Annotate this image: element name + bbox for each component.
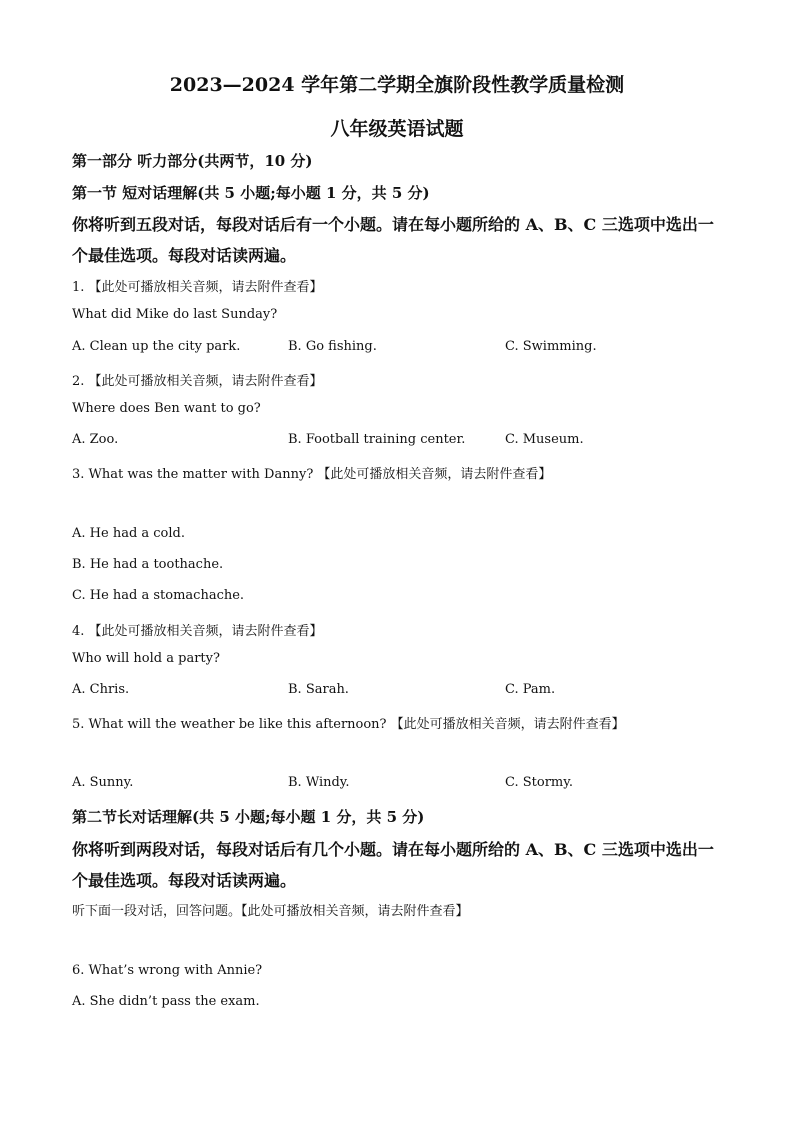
q3-option-c: C. He had a stomachache. — [72, 588, 245, 603]
q3-header: 3. What was the matter with Danny? 【此处可播放相关音频，请去附件查看】 — [72, 467, 552, 482]
q2-option-b: B. Football training center. — [288, 432, 466, 447]
section2-instruction-line2: 个最佳选项。每段对话读两遍。 — [72, 871, 297, 890]
q4-option-a: A. Chris. — [72, 682, 130, 697]
exam-title: 2023—2024 学年第二学期全旗阶段性教学质量检测 — [169, 74, 625, 96]
q6-text: 6. What’s wrong with Annie? — [72, 963, 263, 978]
q5-option-b: B. Windy. — [288, 775, 350, 790]
q1-option-a: A. Clean up the city park. — [72, 339, 241, 354]
section1-heading: 第一节 短对话理解(共 5 小题;每小题 1 分，共 5 分) — [72, 184, 430, 202]
section1-instruction-line1: 你将听到五段对话，每段对话后有一个小题。请在每小题所给的 A、B、C 三选项中选出一 — [72, 215, 714, 234]
q4-text: Who will hold a party? — [72, 651, 220, 666]
exam-subtitle: 八年级英语试题 — [330, 118, 464, 140]
q1-option-b: B. Go fishing. — [288, 339, 377, 354]
section2-listen-note: 听下面一段对话，回答问题。【此处可播放相关音频，请去附件查看】 — [72, 904, 469, 919]
q5-option-a: A. Sunny. — [72, 775, 134, 790]
section2-heading: 第二节长对话理解(共 5 小题;每小题 1 分，共 5 分) — [72, 808, 425, 826]
part1-heading: 第一部分 听力部分(共两节，10 分) — [72, 152, 313, 170]
q4-option-b: B. Sarah. — [288, 682, 349, 697]
q2-option-a: A. Zoo. — [72, 432, 119, 447]
q1-audio-header: 1. 【此处可播放相关音频，请去附件查看】 — [72, 280, 323, 295]
q2-audio-header: 2. 【此处可播放相关音频，请去附件查看】 — [72, 374, 323, 389]
q1-text: What did Mike do last Sunday? — [72, 307, 278, 322]
section2-instruction-line1: 你将听到两段对话，每段对话后有几个小题。请在每小题所给的 A、B、C 三选项中选出一 — [72, 840, 714, 859]
section1-instruction-line2: 个最佳选项。每段对话读两遍。 — [72, 246, 297, 265]
q2-option-c: C. Museum. — [505, 432, 584, 447]
q4-option-c: C. Pam. — [505, 682, 556, 697]
q5-option-c: C. Stormy. — [505, 775, 573, 790]
q6-option-a: A. She didn’t pass the exam. — [72, 994, 260, 1009]
q2-text: Where does Ben want to go? — [72, 401, 261, 416]
q4-audio-header: 4. 【此处可播放相关音频，请去附件查看】 — [72, 624, 323, 639]
q3-option-b: B. He had a toothache. — [72, 557, 224, 572]
q5-header: 5. What will the weather be like this afternoon? 【此处可播放相关音频，请去附件查看】 — [72, 717, 625, 732]
q1-option-c: C. Swimming. — [505, 339, 597, 354]
q3-option-a: A. He had a cold. — [72, 526, 185, 541]
